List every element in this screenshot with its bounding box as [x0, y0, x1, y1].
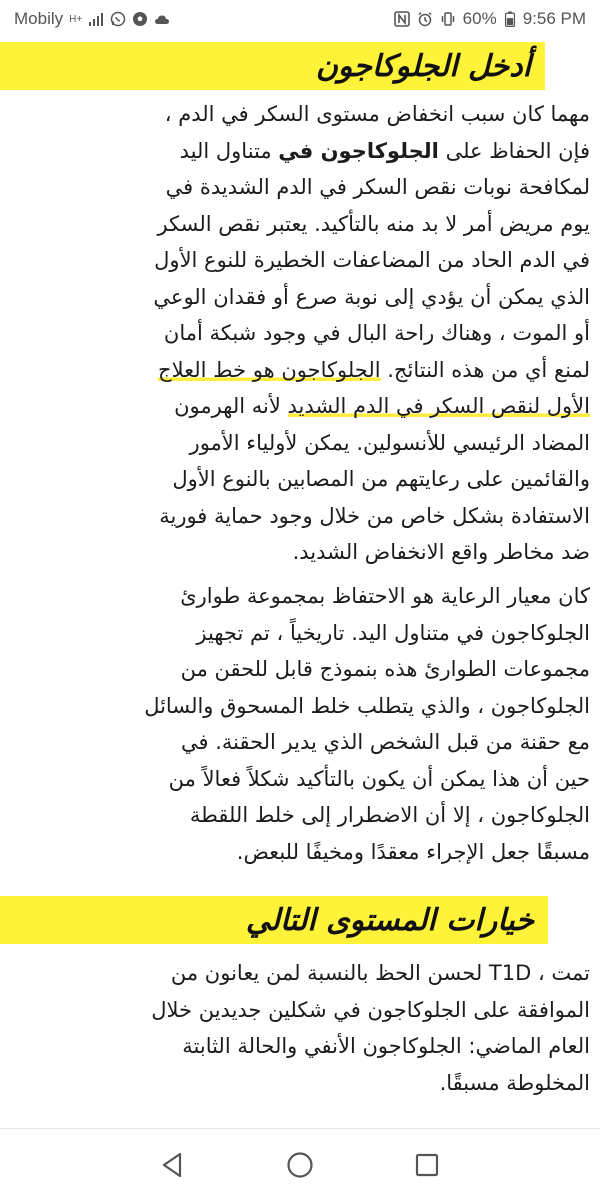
paragraph-3: [8, 955, 590, 1101]
paragraph-line: الجلوكاجون في متناول اليد. تاريخياً ، تم تجهيز: [196, 620, 590, 645]
battery-percent: 60%: [462, 9, 497, 28]
home-icon: [285, 1150, 315, 1180]
soccer-icon: [132, 11, 148, 27]
carrier-name: Mobily: [14, 9, 64, 28]
status-right: [394, 9, 586, 29]
paragraph-line: لمكافحة نوبات نقص السكر في الدم الشديدة في: [165, 175, 590, 199]
highlighted-text: الأول لنقص السكر في الدم الشديد: [287, 394, 590, 418]
back-button[interactable]: [158, 1150, 188, 1180]
paragraph-line: [8, 388, 590, 425]
paragraph-line: يوم مريض أمر لا بد منه بالتأكيد. يعتبر نقص السكر: [157, 211, 590, 236]
paragraph-line: [8, 133, 590, 170]
clock-time: 9:56 PM: [522, 9, 586, 28]
paragraph-line: حين أن هذا يمكن أن يكون بالتأكيد شكلاً فعالاً من: [168, 766, 590, 791]
paragraph-line: الاستفادة بشكل خاص من خلال وجود حماية فورية: [159, 503, 590, 528]
whatsapp-icon: [110, 11, 126, 27]
text-span: لمنع أي من هذه النتائج.: [380, 357, 590, 382]
paragraph-line: المخلوطة مسبقًا.: [439, 1070, 590, 1095]
paragraph-line: ضد مخاطر واقع الانخفاض الشديد.: [292, 540, 590, 564]
paragraph-line: الذي يمكن أن يؤدي إلى نوبة صرع أو فقدان الوعي: [153, 284, 590, 309]
paragraph-line: مهما كان سبب انخفاض مستوى السكر في الدم ،: [164, 102, 590, 126]
highlighted-text: الجلوكاجون هو خط العلاج: [158, 357, 381, 382]
navigation-bar: [0, 1128, 600, 1200]
home-button[interactable]: [285, 1150, 315, 1180]
paragraph-line: كان معيار الرعاية هو الاحتفاظ بمجموعة طوارئ: [180, 584, 590, 608]
paragraph-line: أو الموت ، وهناك راحة البال في وجود شبكة أمان: [163, 321, 590, 345]
heading-text: خيارات المستوى التالي: [245, 902, 534, 938]
section-heading-insert-glucagon: [0, 42, 545, 90]
recents-icon: [412, 1150, 442, 1180]
text-span: فإن الحفاظ على: [438, 138, 590, 163]
battery-icon: [504, 11, 516, 27]
paragraph-line: مجموعات الطوارئ هذه بنموذج قابل للحقن من: [180, 657, 590, 681]
text-span: لأنه الهرمون: [174, 394, 288, 418]
paragraph-1: [8, 96, 590, 571]
paragraph-line: [8, 352, 590, 389]
article-content: [0, 38, 600, 1128]
vibrate-icon: [440, 11, 456, 27]
paragraph-line: الجلوكاجون ، والذي يتطلب خلط المسحوق والسائل: [144, 693, 590, 718]
paragraph-2: [8, 578, 590, 870]
network-type: H+: [69, 13, 83, 25]
status-bar: [0, 0, 600, 38]
paragraph-line: والقائمين على رعايتهم من المصابين بالنوع الأول: [172, 467, 590, 491]
back-icon: [158, 1150, 188, 1180]
alarm-icon: [417, 11, 433, 27]
paragraph-line: تمت ، T1D لحسن الحظ بالنسبة لمن يعانون من: [170, 961, 590, 985]
nfc-icon: [394, 11, 410, 27]
text-span: متناول اليد: [179, 138, 279, 163]
status-left: [14, 9, 170, 29]
paragraph-line: العام الماضي: الجلوكاجون الأنفي والحالة الثابتة: [182, 1034, 590, 1058]
paragraph-line: الجلوكاجون ، إلا أن الاضطرار إلى خلط اللقطة: [189, 803, 590, 827]
paragraph-line: في الدم الحاد من المضاعفات الخطيرة للنوع الأول: [154, 248, 590, 272]
section-heading-next-level-options: [0, 896, 548, 944]
recents-button[interactable]: [412, 1150, 442, 1180]
paragraph-line: مسبقًا جعل الإجراء معقدًا ومخيفًا للبعض.: [236, 839, 590, 864]
paragraph-line: الموافقة على الجلوكاجون في شكلين جديدين خلال: [151, 997, 590, 1022]
paragraph-line: المضاد الرئيسي للأنسولين. يمكن لأولياء الأمور: [189, 430, 590, 455]
heading-text: أدخل الجلوكاجون: [315, 48, 531, 84]
paragraph-line: مع حقنة من قبل الشخص الذي يدير الحقنة. في: [180, 730, 590, 754]
signal-icon: [88, 11, 104, 27]
cloud-icon: [154, 11, 170, 27]
bold-text: الجلوكاجون في: [278, 138, 439, 163]
